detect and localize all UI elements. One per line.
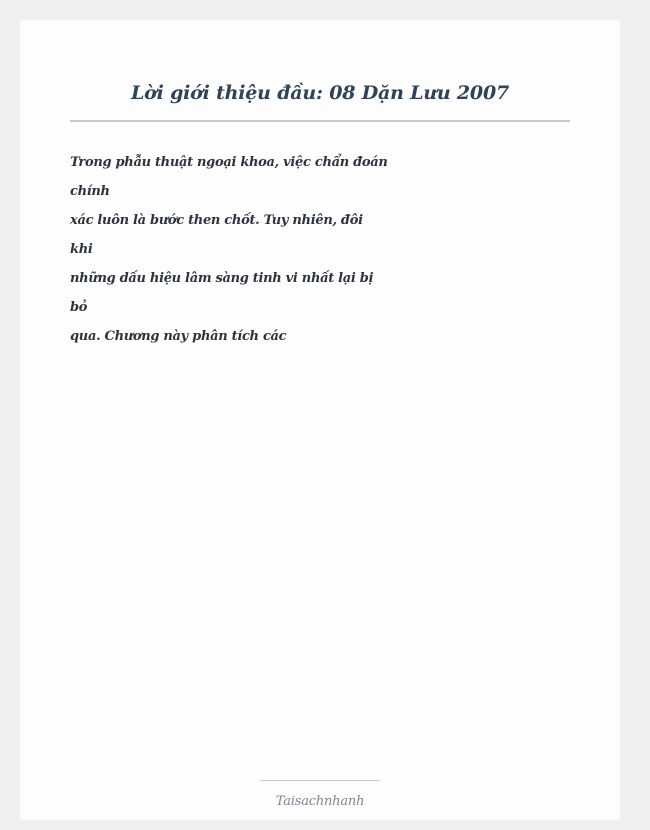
footer-site-name: Taisachnhanh	[275, 794, 365, 809]
body-paragraph	[70, 152, 388, 355]
footer-divider	[260, 780, 380, 781]
body-line: khi	[70, 242, 93, 257]
page-title: Lời giới thiệu đầu: 08 Dặn Lưu 2007	[131, 82, 509, 104]
document-page	[20, 20, 620, 820]
body-line: bỏ	[70, 300, 88, 315]
title-divider	[70, 120, 570, 122]
body-line: chính	[70, 184, 110, 199]
body-line: Trong phẫu thuật ngoại khoa, việc chẩn đoán	[70, 155, 388, 170]
body-line: qua. Chương này phân tích các	[70, 329, 287, 344]
body-line: những dấu hiệu lâm sàng tinh vi nhất lại bị	[70, 271, 374, 286]
body-line: xác luôn là bước then chốt. Tuy nhiên, đôi	[70, 213, 363, 228]
